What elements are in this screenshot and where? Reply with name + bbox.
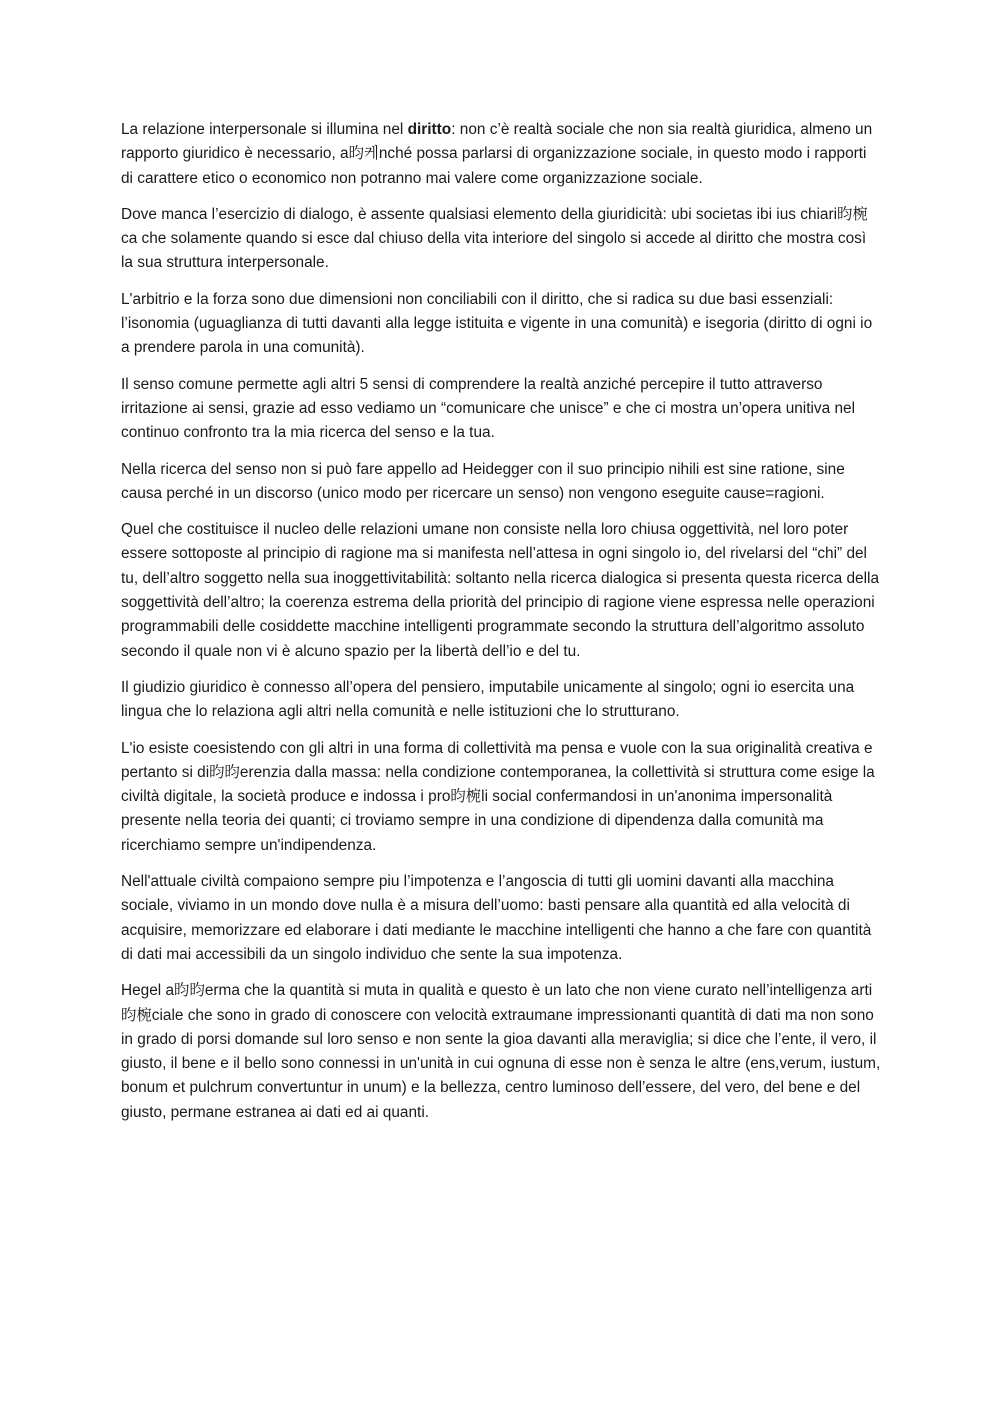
- paragraph-4: Il senso comune permette agli altri 5 sensi di comprendere la realtà anziché percepire il tutto attraverso irritazione ai sensi, grazie ad esso vediamo un “comunicare che unisce” e che ci mostra un’opera unitiva nel continuo confronto tra la mia ricerca del senso e la tua.: [121, 375, 855, 442]
- paragraph-9: Nell'attuale civiltà compaiono sempre piu l’impotenza e l’angoscia di tutti gli uomini davanti alla macchina sociale, viviamo in un mondo dove nulla è a misura dell’uomo: basti pensare alla quantità ed alla velocità di acquisire, memorizzare ed elaborare i dati mediante le macchine intelligenti che hanno a che fare con quantità di dati mai accessibili da un singolo individuo che sente la sua impotenza.: [121, 873, 872, 963]
- paragraph-5: Nella ricerca del senso non si può fare appello ad Heidegger con il suo principio nihili est sine ratione, sine causa perché in un discorso (unico modo per ricercare un senso) non vengono eseguite cause=ragioni.: [121, 460, 845, 502]
- paragraph-1-rest: : non c’è realtà sociale che non sia realtà giuridica, almeno un rapporto giuridico è necessario, a昀케nché possa parlarsi di organizzazione sociale, in questo modo i rapporti di carattere etico o economico non potranno mai valere come organizzazione sociale.: [121, 121, 873, 187]
- paragraph-2: Dove manca l’esercizio di dialogo, è assente qualsiasi elemento della giuridicità: ubi societas ibi ius chiari昀椀ca che solamente quando si esce dal chiuso della vita interiore del singolo si accede al diritto che mostra così la sua struttura interpersonale.: [121, 205, 868, 272]
- paragraph-3: L'arbitrio e la forza sono due dimensioni non conciliabili con il diritto, che si radica su due basi essenziali: l’isonomia (uguaglianza di tutti davanti alla legge istituita e vigente in una comunità) e isegoria (diritto di ogni io a prendere parola in una comunità).: [121, 290, 873, 357]
- paragraph-1: [121, 118, 881, 191]
- paragraph-10: Hegel a昀昀erma che la quantità si muta in qualità e questo è un lato che non viene curato nell’intelligenza arti昀椀ciale che sono in grado di conoscere con velocità extraumane impressionanti quantità di dati ma non sono in grado di porsi domande sul loro senso e non sente la gioa davanti alla meraviglia; si dice che l’ente, il vero, il giusto, il bene e il bello sono connessi in un'unità in cui ognuna di esse non è senza le altre (ens,verum, iustum, bonum et pulchrum convertuntur in unum) e la bellezza, centro luminoso dell’essere, del vero, del bene e del giusto, permane estranea ai dati ed ai quanti.: [121, 982, 881, 1121]
- paragraph-1-bold-term: diritto: [407, 121, 452, 138]
- paragraph-6: Quel che costituisce il nucleo delle relazioni umane non consiste nella loro chiusa oggettività, nel loro poter essere sottoposte al principio di ragione ma si manifesta nell’attesa in ogni singolo io, del rivelarsi del “chi” del tu, dell’altro soggetto nella sua inoggettivitabilità: soltanto nella ricerca dialogica si presenta questa ricerca della soggettività dell’altro; la coerenza estrema della priorità del principio di ragione viene espressa nelle operazioni programmabili delle cosiddette macchine intelligenti programmate secondo la struttura dell’algoritmo assoluto secondo il quale non vi è alcuno spazio per la libertà dell’io e del tu.: [121, 521, 880, 660]
- paragraph-8: L'io esiste coesistendo con gli altri in una forma di collettività ma pensa e vuole con la sua originalità creativa e pertanto si di昀昀erenzia dalla massa: nella condizione contemporanea, la collettività si struttura come esige la civiltà digitale, la società produce e indossa i pro昀椀li social confermandosi in un'anonima impersonalità presente nella teoria dei quanti; ci troviamo sempre in una condizione di dipendenza dalla comunità ma ricerchiamo sempre un'indipendenza.: [121, 739, 875, 854]
- paragraph-1-intro: La relazione interpersonale si illumina nel: [121, 121, 408, 138]
- paragraph-7: Il giudizio giuridico è connesso all’opera del pensiero, imputabile unicamente al singolo; ogni io esercita una lingua che lo relaziona agli altri nella comunità e nelle istituzioni che lo strutturano.: [121, 678, 855, 721]
- document-body: [121, 118, 881, 1137]
